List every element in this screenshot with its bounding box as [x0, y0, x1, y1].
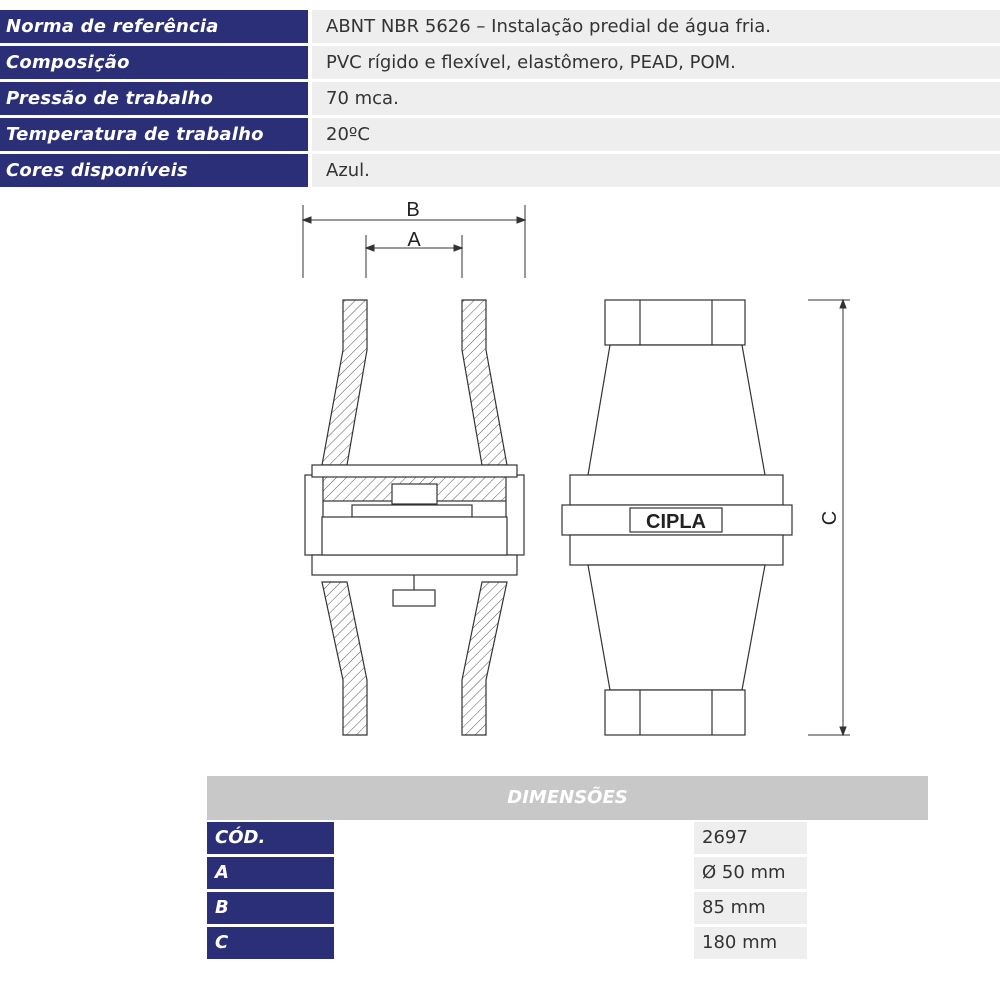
dimension-row-a: [207, 857, 807, 889]
dimensions-header: DIMENSÕES: [207, 776, 928, 820]
spec-row-temperatura: [0, 118, 1000, 151]
spec-value: 20ºC: [312, 118, 1000, 151]
dimension-label: B: [207, 892, 334, 924]
spec-value: Azul.: [312, 154, 1000, 187]
spec-row-norma: [0, 10, 1000, 43]
dimension-label: CÓD.: [207, 822, 334, 854]
dimension-row-b: [207, 892, 807, 924]
dimension-row-cod: [207, 822, 807, 854]
spec-row-pressao: [0, 82, 1000, 115]
dimension-c-label: C: [819, 510, 841, 526]
dimension-b-label: B: [406, 199, 420, 221]
spec-row-composicao: [0, 46, 1000, 79]
spec-value: 70 mca.: [312, 82, 1000, 115]
specification-table: [0, 10, 1000, 190]
spec-label: Pressão de trabalho: [0, 82, 308, 115]
spec-row-cores: [0, 154, 1000, 187]
dimension-value: 85 mm: [694, 892, 807, 924]
brand-label: CIPLA: [646, 511, 706, 533]
spec-label: Norma de referência: [0, 10, 308, 43]
dimension-label: A: [207, 857, 334, 889]
dimension-value: Ø 50 mm: [694, 857, 807, 889]
dimension-value: 2697: [694, 822, 807, 854]
spec-label: Cores disponíveis: [0, 154, 308, 187]
spec-label: Temperatura de trabalho: [0, 118, 308, 151]
dimension-label: C: [207, 927, 334, 959]
spec-value: PVC rígido e flexível, elastômero, PEAD, POM.: [312, 46, 1000, 79]
spec-label: Composição: [0, 46, 308, 79]
technical-drawing: [0, 190, 1000, 750]
dimension-row-c: [207, 927, 807, 959]
spec-value: ABNT NBR 5626 – Instalação predial de água fria.: [312, 10, 1000, 43]
dimension-value: 180 mm: [694, 927, 807, 959]
dimension-a-label: A: [407, 229, 421, 251]
valve-cross-section: [305, 300, 524, 735]
